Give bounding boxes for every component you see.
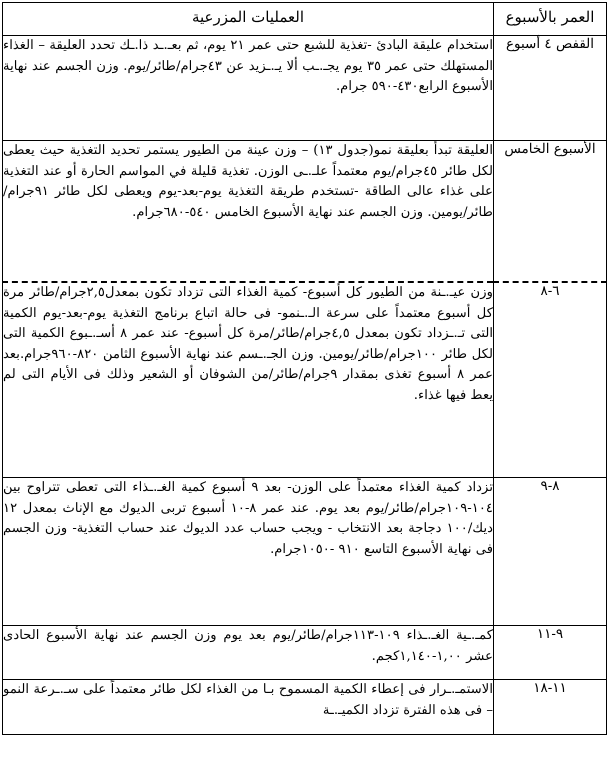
row-operations — [3, 680, 494, 735]
row-operations — [3, 478, 494, 626]
row-age: ٩-١١ — [494, 626, 607, 680]
row-text: العليقة تبدأ بعليقة نمو(جدول ١٣) – وزن عينة من الطيور يستمر تحديد التغذية حيث يعطى لكل طائر ٤٥جرام/يوم معتمداً علـ.ـى الوزن. تغذية قليلة في المواسم الحارة أو عند التغذية على غذاء عالى الطاقة -تستخدم طريقة التغذية يوم-بعد-يوم ويعطى لكل طائر ٩١جرام/طائر/يومين. وزن الجسم عند نهاية الأسبوع الخامس ٥٤٠-٦٨٠جرام. — [3, 143, 493, 220]
row-text: كمـ.ـية الغـ.ـذاء ١٠٩-١١٣جرام/طائر/يوم بعد يوم وزن الجسم عند نهاية الأسبوع الحادى عشر ١,٠٠-١,١٤٠كجم. — [3, 628, 493, 664]
row-operations — [3, 36, 494, 141]
table-row — [3, 626, 607, 680]
row-text: استخدام عليقة البادئ -تغذية للشبع حتى عمر ٢١ يوم، ثم بعـ.ـد ذا.ـك تحدد العليقة – الغذاء المستهلك حتى عمر ٣٥ يوم يجـ.ـب ألا يـ.ـزيد عن ٤٣جرام/طائر/يوم. وزن الجسم عند نهاية الأسبوع الرابع٤٣٠-٥٩٠ جرام. — [3, 38, 493, 95]
header-age: العمر بالأسبوع — [494, 3, 607, 36]
row-operations — [3, 282, 494, 478]
table-row — [3, 36, 607, 141]
row-age: الأسبوع الخامس — [494, 141, 607, 283]
header-operations: العمليات المزرعية — [3, 3, 494, 36]
row-age: ٨-٩ — [494, 478, 607, 626]
table-row — [3, 478, 607, 626]
document-page — [2, 2, 607, 758]
row-text: الاستمـ.ـرار فى إعطاء الكمية المسموح بـا من الغذاء لكل طائر معتمداً على سـ.ـرعة النمو – فى هذه الفترة تزداد الكميـ.ـة — [3, 682, 493, 718]
row-age: ١١-١٨ — [494, 680, 607, 735]
table-row — [3, 141, 607, 283]
row-operations — [3, 141, 494, 283]
row-operations — [3, 626, 494, 680]
table-header-row — [3, 3, 607, 36]
row-text: تزداد كمية الغذاء معتمداً على الوزن- بعد ٩ أسبوع كمية الغـ.ـذاء التى تعطى تتراوح بين ١٠٤-١٠٩جرام/طائر/يوم بعد يوم. عند عمر ٨-١٠ أسبوع تربى الديوك مع الإناث بمعدل ١٢ ديك/١٠٠ دجاجة بعد الانتخاب - ويجب حساب عدد الديوك عند حساب التغذية- وزن الجسم فى نهاية الأسبوع التاسع ٩١٠ -١٠٥٠جرام. — [3, 480, 493, 557]
table-row — [3, 282, 607, 478]
feeding-schedule-table — [2, 2, 607, 735]
row-age: القفص ٤ أسبوع — [494, 36, 607, 141]
row-text: وزن عيـ.ـنة من الطيور كل أسبوع- كمية الغذاء التى تزداد تكون بمعدل٢,٥جرام/طائر مرة كل أسبوع معتمداً على سرعة الـ.ـنمو- فى حالة اتباع برنامج التغذية يوم-بعد-يوم الكمية التى تـ.ـزداد تكون بمعدل ٤,٥جرام/طائر/مرة كل أسبوع- عند عمر ٨ أسـ.ـبوع الكمية التى لكل طائر ١٠٠جرام/طائر/يومين. وزن الجـ.ـسم عند نهاية الأسبوع الثامن ٨٢٠-٩٦٠جرام.بعد عمر ٨ أسبوع تغذى بمقدار ٩جرام/طائر/من الشوفان أو الشعير وذلك فى الأيام التى لم يعط فيها غذاء. — [3, 285, 494, 403]
row-age: ٦-٨ — [494, 282, 607, 478]
table-row — [3, 680, 607, 735]
